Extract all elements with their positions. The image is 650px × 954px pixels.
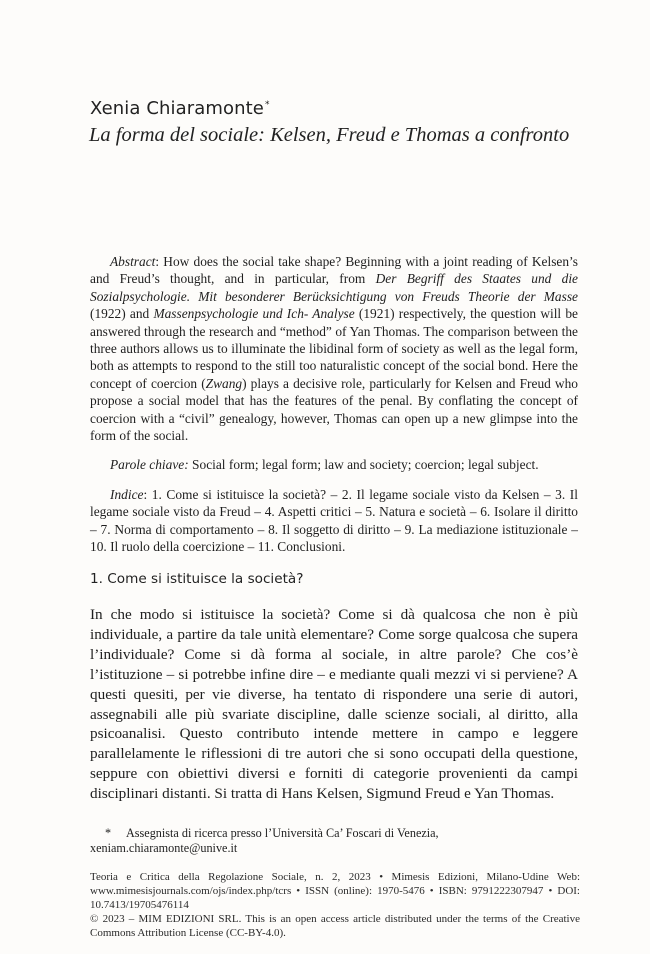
abstract-paragraph [90, 253, 578, 444]
publication-info [90, 870, 580, 940]
abstract-text: (1922) and [90, 306, 154, 322]
section-heading: 1. Come si istituisce la società? [90, 571, 304, 587]
author-footnote-mark[interactable]: * [264, 100, 270, 110]
keywords-label: Parole chiave: [110, 457, 189, 473]
index-label: Indice [110, 486, 144, 502]
license-line: © 2023 – MIM EDIZIONI SRL. This is an open access article distributed under the terms of the Creative Commons Attribution License (CC-BY-4.0). [90, 913, 580, 939]
footnote [90, 826, 578, 857]
index-text: : 1. Come si istituisce la società? – 2. Il legame sociale visto da Kelsen – 3. Il legame sociale visto da Freud – 4. Aspetti critici – 5. Natura e società – 6. Isolare il diritto – 7. Norma di comportamento – 8. Il soggetto di diritto – 9. La mediazione istituzionale – 10. Il ruolo della coercizione – 11. Conclusioni. [90, 486, 578, 555]
author-name-text: Xenia Chiaramonte [90, 98, 264, 119]
abstract-text: ) plays a decisive role, particularly for Kelsen and Freud who propose a social model that has the features of the penal. By conflating the concept of coercion with a “civil” genealogy, however, Thomas can open up a new glimpse into the form of the social. [90, 375, 578, 444]
section-body [90, 605, 578, 804]
abstract-cited-work: Massenpsychologie und Ich- Analyse [153, 306, 355, 322]
keywords-paragraph [90, 456, 578, 473]
abstract-term: Zwang [205, 375, 243, 391]
abstract-cited-work: Der Begriff des Staates und die Sozialpsychologie. Mit besonderer Berücksichtigung von Freuds Theorie der Masse [90, 271, 578, 304]
body-paragraph: In che modo si istituisce la società? Come si dà qualcosa che non è più individuale, a partire da tale unità elementare? Come sorge qualcosa che supera l’individuale? Come si dà forma al sociale, in altre parole? Che cos’è l’istituzione – si potrebbe infine dire – e mediante quali mezzi vi si perviene? A questi quesiti, per vie diverse, ha tentato di rispondere una serie di autori, assegnabili alle più svariate discipline, dalle scienze sociali, al diritto, alla psicoanalisi. Questo contributo intende mettere in campo e leggere parallelamente le riflessioni di tre autori che si sono occupati della questione, seppure con obiettivi diversi e forniti di categorie provenienti da campi disciplinari distanti. Si tratta di Hans Kelsen, Sigmund Freud e Yan Thomas. [90, 606, 578, 803]
abstract-block [90, 253, 578, 556]
abstract-text: : How does the social take shape? Beginning with a joint reading of Kelsen’s and Freud’s thought, and in particular, from [90, 254, 578, 287]
keywords-text: Social form; legal form; law and society; coercion; legal subject. [188, 457, 539, 473]
footnote-text: Assegnista di ricerca presso l’Università Ca’ Foscari di Venezia, xeniam.chiaramonte@unive.it [90, 826, 439, 856]
author-name [90, 98, 270, 119]
publication-info-line: Teoria e Critica della Regolazione Sociale, n. 2, 2023 • Mimesis Edizioni, Milano-Udine Web: www.mimesisjournals.com/ojs/index.php/tcrs • ISSN (online): 1970-5476 • ISBN: 9791222307947 • DOI: 10.7413/19705476114 [90, 871, 580, 911]
index-paragraph [90, 486, 578, 556]
abstract-label: Abstract [110, 254, 156, 269]
article-title: La forma del sociale: Kelsen, Freud e Thomas a confronto [89, 124, 570, 146]
abstract-text: (1921) respectively, the question will be answered through the research and “method” of Yan Thomas. The comparison between the three authors allows us to illuminate the libidinal form of society as well as the legal form, both as attempts to respond to the still too naturalistic concept of the social bond. Here the concept of coercion ( [90, 306, 578, 391]
footnote-mark: * [104, 826, 112, 840]
